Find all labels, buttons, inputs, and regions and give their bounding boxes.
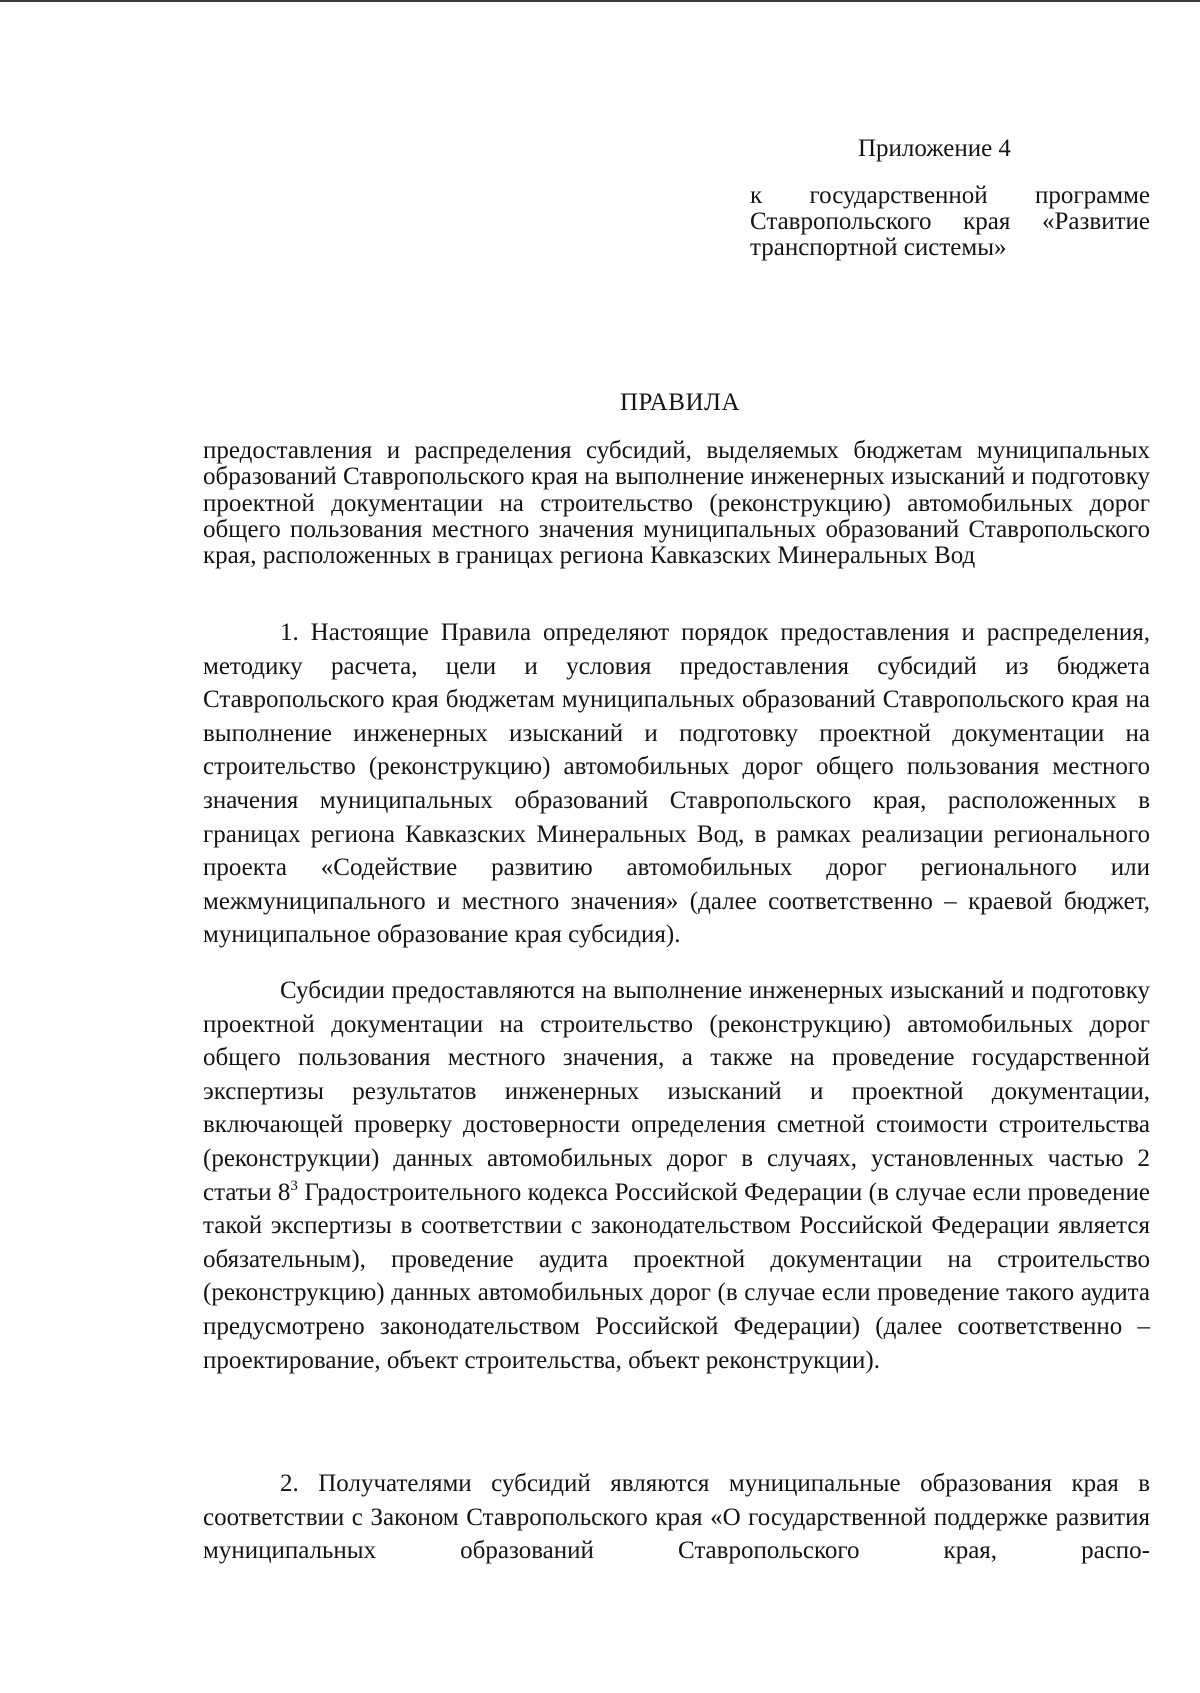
paragraph-2 <box>203 974 1150 1377</box>
paragraph-2-text-end: Градостроительного кодекса Российской Федерации (в случае если проведение такой экспертизы в соответствии с законодательством Российской Федерации является обязательным), проведение аудита проектной документации на строительство (реконструкцию) данных автомобильных дорог (в случае если проведение такого аудита предусмотрено законодательством Российской Федерации) (далее соответственно – проектирование, объект строительства, объект реконструкции). <box>203 1178 1151 1374</box>
paragraph-3: 2. Получателями субсидий являются муниципальные образования края в соответствии с Законом Ставропольского края «О государственной поддержке развития муниципальных образований Ставропольского края, распо- <box>203 1470 1150 1565</box>
paragraph-2-text-start: Субсидии предоставляются на выполнение инженерных изысканий и подготовку проектной документации на строительство (реконструкцию) автомобильных дорог общего пользования местного значения, а также на проведение государственной экспертизы результатов инженерных изысканий и проектной документации, включающей проверку достоверности определения сметной стоимости строительства (реконструкции) данных автомобильных дорог в случаях, установленных частью 2 статьи 8 <box>203 977 1150 1206</box>
appendix-reference: к государственной программе Ставропольского края «Развитие транспортной системы» <box>750 182 1150 261</box>
document-subtitle: предоставления и распределения субсидий, выделяемых бюджетам муниципальных образований Ставропольского края на выполнение инженерных изысканий и подготовку проектной документации на строительство (реконструкцию) автомобильных дорог общего пользования местного значения муниципальных образований Ставропольского края, расположенных в границах региона Кавказских Минеральных Вод <box>203 437 1150 570</box>
document-title: ПРАВИЛА <box>619 389 741 416</box>
paragraph-1: 1. Настоящие Правила определяют порядок предоставления и распределения, методику расчета, цели и условия предоставления субсидий из бюджета Ставропольского края бюджетам муниципальных образований Ставропольского края на выполнение инженерных изысканий и подготовку проектной документации на строительство (реконструкцию) автомобильных дорог общего пользования местного значения муниципальных образований Ставропольского края, расположенных в границах региона Кавказских Минеральных Вод, в рамках реализации регионального проекта «Содействие развитию автомобильных дорог регионального или межмуниципального и местного значения» (далее соответственно – краевой бюджет, муниципальное образование края субсидия). <box>203 619 1150 949</box>
appendix-number: Приложение 4 <box>858 135 1011 162</box>
article-superscript: 3 <box>290 1177 298 1194</box>
